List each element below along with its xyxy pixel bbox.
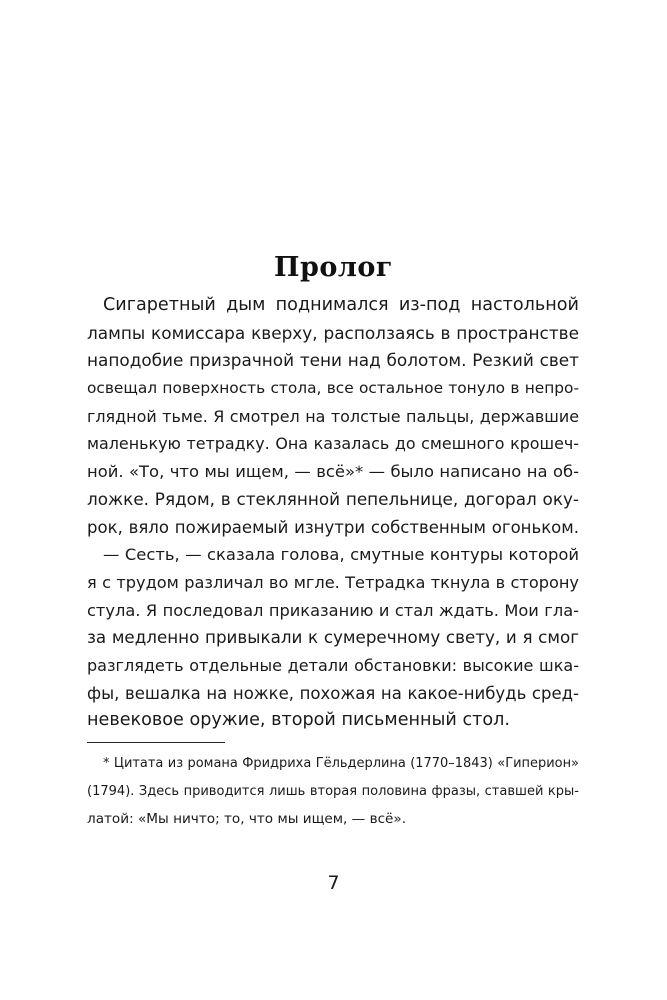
paragraph-2-line: стула. Я последовал приказанию и стал ждать. Мои гла-: [87, 600, 579, 620]
page-number: 7: [327, 872, 340, 894]
paragraph-1-line: глядной тьме. Я смотрел на толстые пальцы, державшие: [87, 406, 579, 426]
paragraph-2-line: — Сесть, — сказала голова, смутные контуры которой: [103, 545, 579, 565]
paragraph-1-line: ной. «То, что мы ищем, — всё»* — было написано на об-: [87, 462, 579, 482]
paragraph-2-line: я с трудом различал во мгле. Тетрадка ткнула в сторону: [87, 572, 579, 592]
body-text: [87, 292, 579, 735]
footnote-divider: [87, 742, 225, 743]
paragraph-1-line: маленькую тетрадку. Она казалась до смешного крошеч-: [87, 434, 579, 454]
paragraph-1-line: наподобие призрачной тени над болотом. Резкий свет: [87, 350, 579, 371]
paragraph-1-line: рок, вяло пожираемый изнутри собственным огоньком.: [87, 517, 579, 537]
chapter-title: Пролог: [274, 252, 393, 283]
paragraph-2-line: за медленно привыкали к сумеречному свету, и я смог: [87, 627, 579, 648]
paragraph-2-line: разглядеть отдельные детали обстановки: высокие шка-: [87, 655, 579, 675]
footnote-line: латой: «Мы ничто; то, что мы ищем, — всё».: [87, 811, 407, 828]
footnote-line: * Цитата из романа Фридриха Гёльдерлина (1770–1843) «Гиперион»: [103, 756, 579, 771]
paragraph-1-line: Сигаретный дым поднимался из-под настольной: [103, 295, 579, 315]
paragraph-1-line: лампы комиссара кверху, расползаясь в пространстве: [87, 322, 579, 343]
footnote-line: (1794). Здесь приводится лишь вторая половина фразы, ставшей кры-: [87, 783, 579, 799]
paragraph-2-line: фы, вешалка на ножке, похожая на какое-нибудь сред-: [87, 683, 579, 703]
paragraph-1-line: освещал поверхность стола, все остальное тонуло в непро-: [87, 379, 579, 398]
paragraph-1-line: ложке. Рядом, в стеклянной пепельнице, догорал оку-: [87, 488, 579, 509]
footnote: [87, 752, 579, 835]
paragraph-2-line: невековое оружие, второй письменный стол.: [87, 710, 510, 731]
